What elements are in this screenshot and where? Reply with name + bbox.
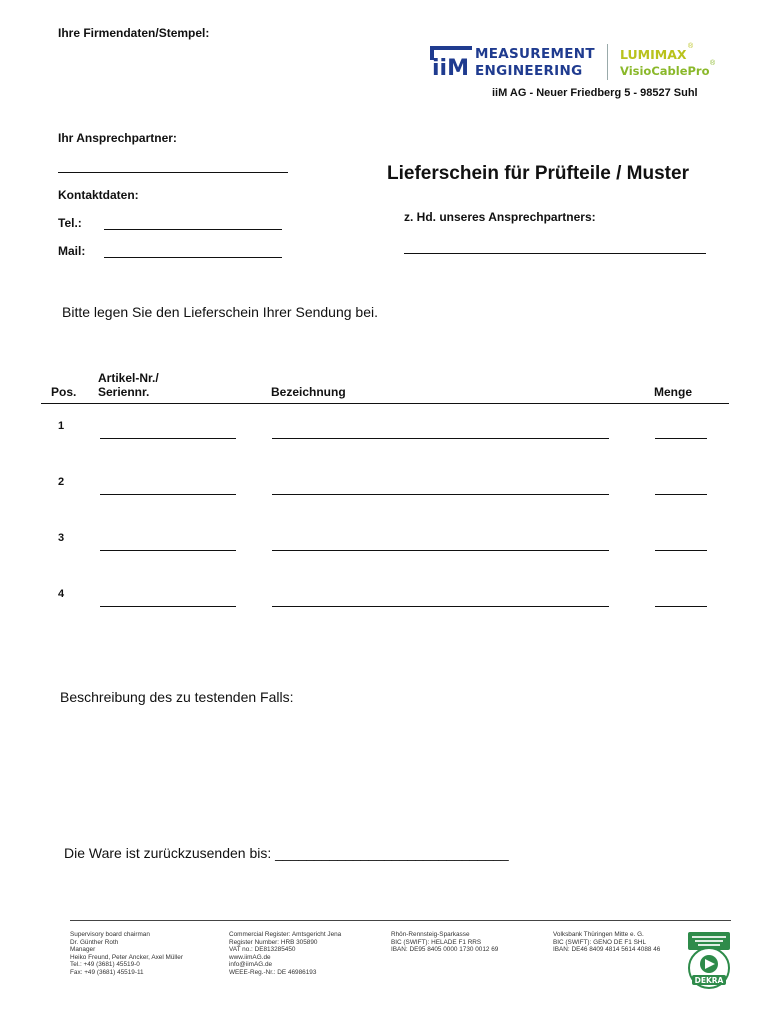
col-header-description: Bezeichnung: [271, 385, 346, 399]
footer-col-management: [70, 931, 183, 977]
col-header-article-1: Artikel-Nr./: [98, 371, 159, 385]
footer-line: Tel.: +49 (3681) 45519-0: [70, 961, 140, 969]
quantity-field[interactable]: [655, 606, 707, 607]
contact-person-field[interactable]: [58, 172, 288, 173]
footer-line: BIC (SWIFT): HELADE F1 RRS: [391, 938, 482, 946]
tel-field[interactable]: [104, 229, 282, 230]
footer-line: IBAN: DE46 8409 4814 5614 4088 46: [553, 946, 661, 954]
quantity-field[interactable]: [655, 550, 707, 551]
footer-col-register: [229, 931, 341, 977]
article-number-field[interactable]: [100, 438, 236, 439]
logo-lumimax: LUMIMAX: [620, 47, 687, 62]
quantity-field[interactable]: [655, 494, 707, 495]
description-field[interactable]: [272, 494, 609, 495]
logo-registered-mark: ®: [688, 43, 694, 50]
article-number-field[interactable]: [100, 494, 236, 495]
company-stamp-label: Ihre Firmendaten/Stempel:: [58, 26, 210, 40]
company-address: iiM AG - Neuer Friedberg 5 - 98527 Suhl: [492, 87, 698, 99]
footer-line: Rhön-Rennsteig-Sparkasse: [391, 931, 470, 938]
footer-line: IBAN: DE95 8405 0000 1730 0012 69: [391, 946, 499, 954]
footer-col-bank2: [553, 931, 660, 954]
footer-line: WEEE-Reg.-Nr.: DE 46986193: [229, 968, 317, 976]
footer-line: Supervisory board chairman: [70, 931, 150, 938]
dekra-certification-seal: [686, 930, 732, 990]
footer-line: Volksbank Thüringen Mitte e. G.: [553, 931, 644, 938]
article-number-field[interactable]: [100, 606, 236, 607]
footer-line: www.iimAG.de: [229, 953, 271, 961]
footer-line: Commercial Register: Amtsgericht Jena: [229, 931, 342, 938]
iim-logo-icon: [428, 44, 473, 78]
footer-line: Dr. Günther Roth: [70, 938, 119, 946]
footer-line: Fax: +49 (3681) 45519-11: [70, 968, 144, 976]
footer-line: info@iimAG.de: [229, 961, 273, 969]
description-field[interactable]: [272, 438, 609, 439]
description-field[interactable]: [272, 550, 609, 551]
footer-line: Heiko Freund, Peter Ancker, Axel Müller: [70, 953, 183, 961]
footer-line: Manager: [70, 946, 96, 954]
footer-col-bank1: [391, 931, 498, 954]
contact-person-label: Ihr Ansprechpartner:: [58, 131, 177, 145]
svg-text:iiM: iiM: [432, 56, 469, 78]
logo-divider: [607, 44, 608, 80]
dekra-label: DEKRA: [694, 976, 724, 985]
row-pos: 1: [58, 420, 65, 432]
col-header-article-2: Seriennr.: [98, 385, 150, 399]
article-number-field[interactable]: [100, 550, 236, 551]
row-pos: 3: [58, 532, 65, 544]
mail-field[interactable]: [104, 257, 282, 258]
logo-line-measurement: MEASUREMENT: [475, 46, 595, 62]
document-title: Lieferschein für Prüfteile / Muster: [387, 163, 689, 184]
footer-line: BIC (SWIFT): GENO DE F1 SHL: [553, 938, 647, 946]
description-field[interactable]: [272, 606, 609, 607]
row-pos: 2: [58, 476, 65, 488]
instruction-text: Bitte legen Sie den Lieferschein Ihrer Sendung bei.: [62, 304, 378, 320]
case-description-label: Beschreibung des zu testenden Falls:: [60, 689, 294, 705]
tel-label: Tel.:: [58, 216, 82, 230]
row-pos: 4: [58, 588, 65, 600]
mail-label: Mail:: [58, 244, 86, 258]
quantity-field[interactable]: [655, 438, 707, 439]
logo-line-engineering: ENGINEERING: [475, 63, 583, 79]
col-header-pos: Pos.: [51, 385, 77, 399]
return-date-label[interactable]: Die Ware ist zurückzusenden bis: ______________________________: [64, 845, 509, 861]
logo-visiocablepro: VisioCablePro: [620, 64, 710, 78]
col-header-quantity: Menge: [654, 385, 693, 399]
contact-details-label: Kontaktdaten:: [58, 188, 139, 202]
footer-rule: [70, 920, 731, 921]
attention-field[interactable]: [404, 253, 706, 254]
dekra-seal-icon: [686, 930, 732, 990]
footer-line: VAT no.: DE813285450: [229, 946, 296, 954]
table-header-rule: [41, 403, 729, 404]
logo-registered-mark-2: ®: [710, 60, 716, 67]
attention-label: z. Hd. unseres Ansprechpartners:: [404, 210, 596, 224]
footer-line: Register Number: HRB 305890: [229, 938, 318, 946]
